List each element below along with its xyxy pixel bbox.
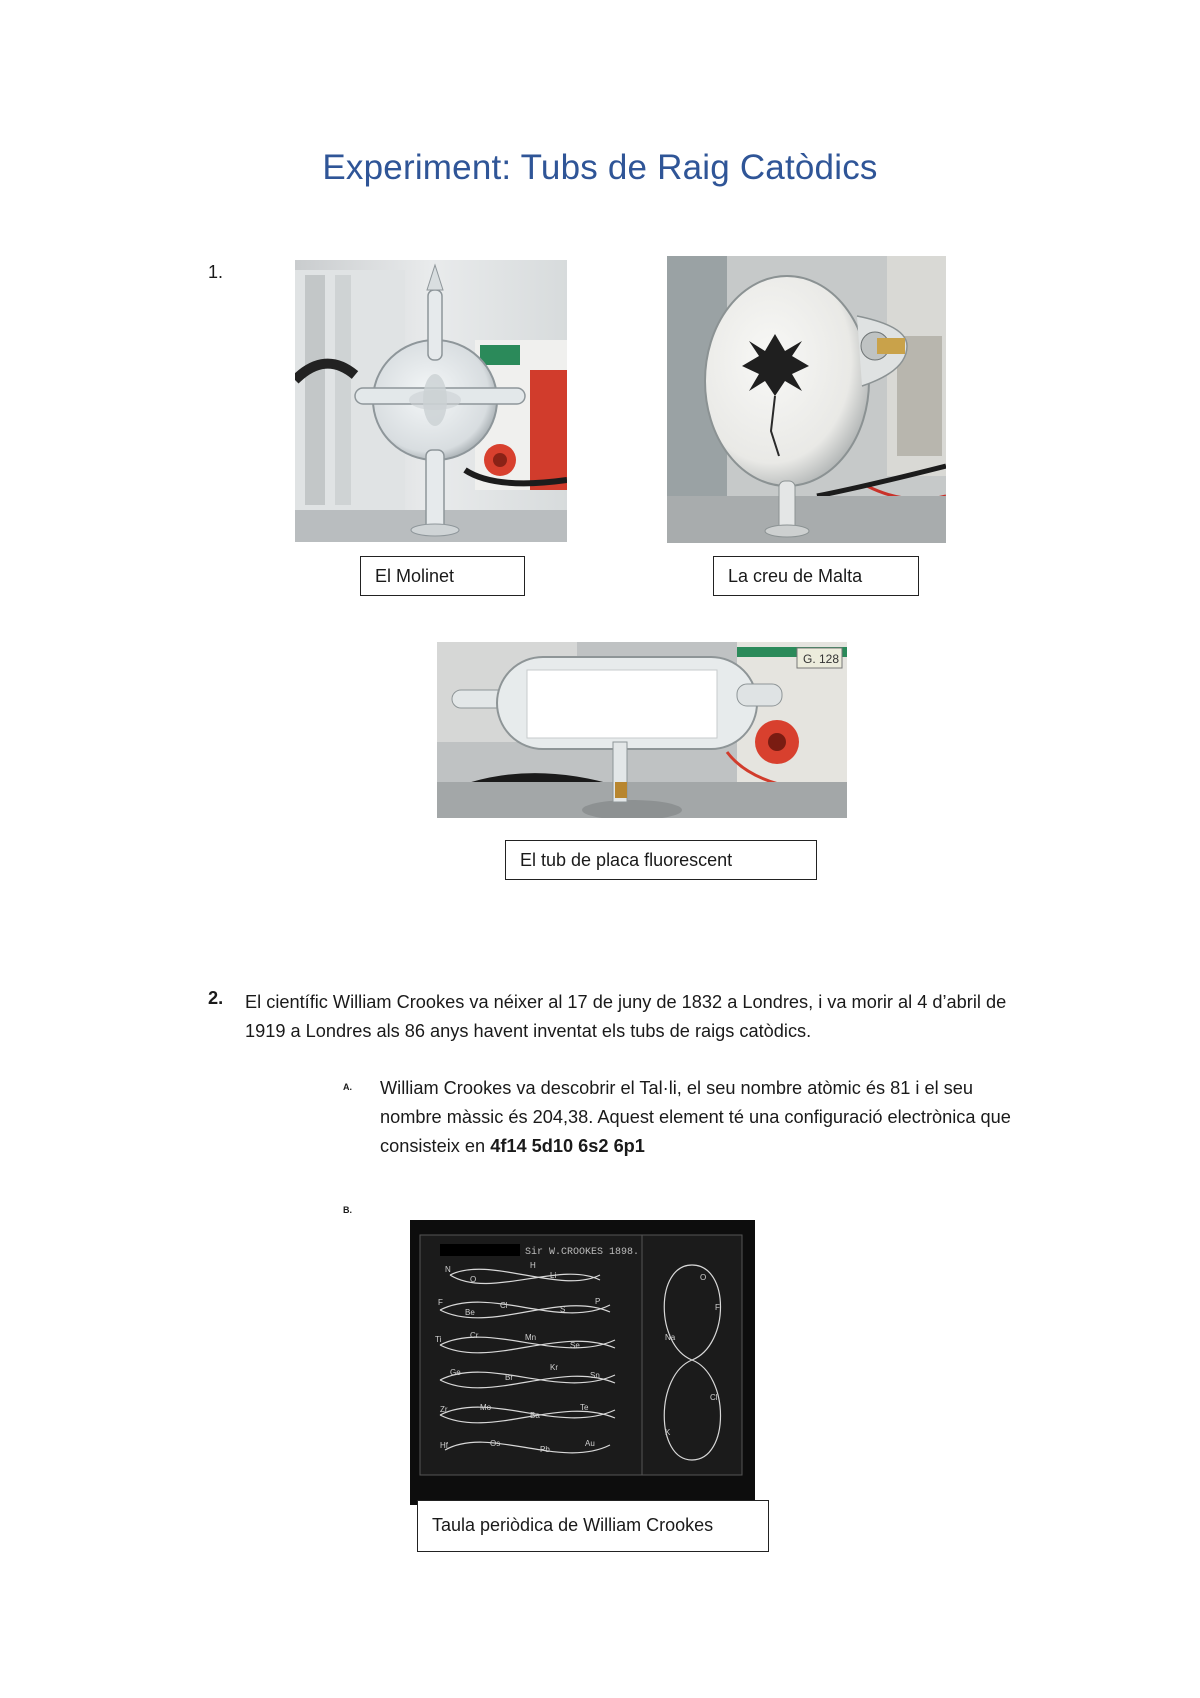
svg-text:Kr: Kr [550, 1363, 558, 1372]
svg-text:Zr: Zr [440, 1405, 448, 1414]
svg-text:Ge: Ge [450, 1368, 461, 1377]
svg-text:Be: Be [465, 1308, 475, 1317]
svg-text:Au: Au [585, 1439, 595, 1448]
section-2-paragraph: El científic William Crookes va néixer al 17 de juny de 1832 a Londres, i va morir al 4 d’abril de 1919 a Londres als 86 anys havent inventat els tubs de raigs catòdics. [245, 992, 1007, 1041]
item-a-marker: A. [343, 1082, 352, 1092]
svg-text:Te: Te [580, 1403, 589, 1412]
svg-text:Pb: Pb [540, 1445, 550, 1454]
page-title: Experiment: Tubs de Raig Catòdics [322, 148, 878, 187]
section-2-number: 2. [208, 988, 224, 1008]
item-b-marker: B. [343, 1205, 352, 1215]
svg-text:Mn: Mn [525, 1333, 537, 1342]
photo-label-text: Sir W.CROOKES 1898. [525, 1247, 640, 1258]
photo-tub-placa-fluorescent [437, 642, 847, 818]
svg-text:F: F [438, 1298, 443, 1307]
photo-tag-text: G. 128 [803, 652, 840, 666]
svg-text:N: N [445, 1265, 451, 1274]
caption-tub-placa-fluorescent: El tub de placa fluorescent [505, 840, 817, 880]
svg-text:Sn: Sn [590, 1371, 600, 1380]
item-a-text: William Crookes va descobrir el Tal·li, el seu nombre atòmic és 81 i el seu nombre màssic és 204,38. Aquest element té una configuració electrònica que consisteix en [380, 1078, 1011, 1156]
svg-text:Se: Se [570, 1341, 580, 1350]
svg-text:Ti: Ti [435, 1335, 442, 1344]
svg-text:Br: Br [505, 1373, 513, 1382]
svg-text:Cl: Cl [710, 1393, 718, 1402]
svg-text:Os: Os [490, 1439, 501, 1448]
section-1-number: 1. [208, 262, 224, 282]
photo-taula-periodica [410, 1220, 755, 1505]
svg-text:K: K [665, 1428, 671, 1437]
svg-text:Hf: Hf [440, 1441, 448, 1450]
item-a-paragraph [380, 1074, 1020, 1161]
svg-text:Cr: Cr [470, 1331, 479, 1340]
svg-text:P: P [595, 1297, 601, 1306]
svg-text:Cl: Cl [500, 1301, 508, 1310]
svg-text:O: O [700, 1273, 707, 1282]
svg-text:H: H [530, 1261, 536, 1270]
svg-text:Li: Li [550, 1271, 557, 1280]
photo-molinet [295, 260, 567, 542]
caption-molinet: El Molinet [360, 556, 525, 596]
photo-creu-de-malta [667, 256, 946, 543]
caption-taula-periodica: Taula periòdica de William Crookes [417, 1500, 769, 1552]
svg-text:Mo: Mo [480, 1403, 492, 1412]
caption-creu-de-malta: La creu de Malta [713, 556, 919, 596]
svg-text:Na: Na [665, 1333, 676, 1342]
electron-configuration: 4f14 5d10 6s2 6p1 [490, 1136, 645, 1156]
svg-text:Ba: Ba [530, 1411, 540, 1420]
svg-text:S: S [560, 1305, 566, 1314]
svg-text:O: O [470, 1275, 477, 1284]
svg-text:F: F [715, 1303, 720, 1312]
